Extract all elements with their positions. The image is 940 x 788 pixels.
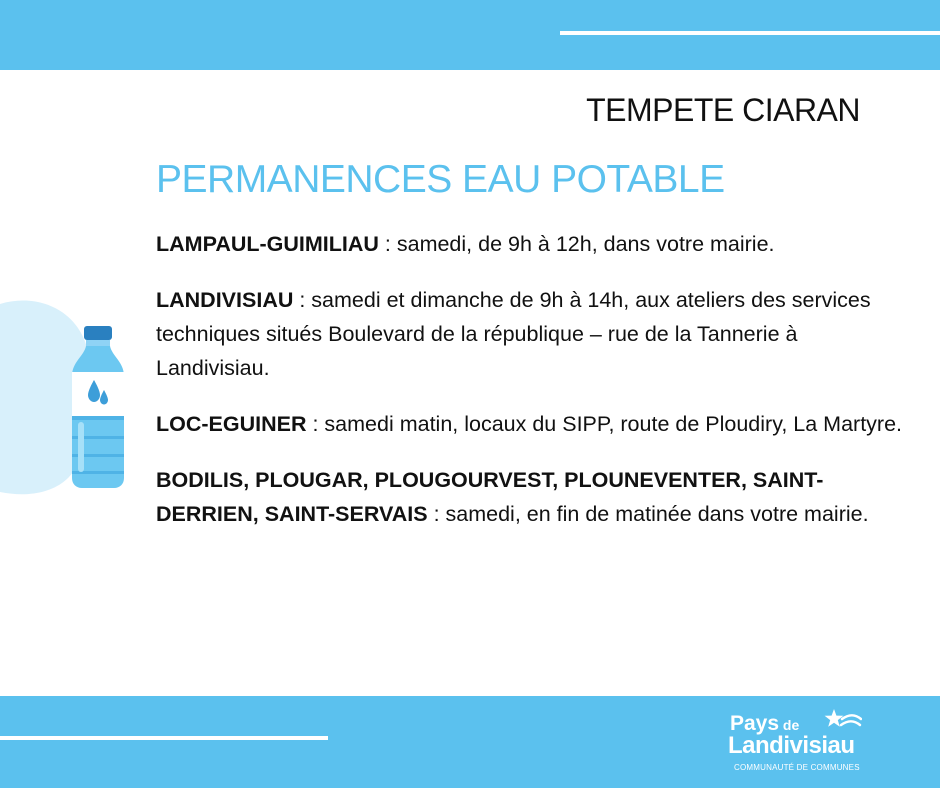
- permanences-list: [156, 227, 916, 553]
- entry-details: : samedi matin, locaux du SIPP, route de Ploudiry, La Martyre.: [306, 412, 903, 436]
- logo-tagline: COMMUNAUTÉ DE COMMUNES: [734, 763, 860, 772]
- logo-word-pays: Pays: [730, 712, 780, 735]
- page-title: PERMANENCES EAU POTABLE: [156, 158, 725, 201]
- entry-details: : samedi et dimanche de 9h à 14h, aux ateliers des services techniques situés Boulevard de la république – rue de la Tannerie à Landivisiau.: [156, 288, 871, 380]
- entry-name: BODILIS, PLOUGAR, PLOUGOURVEST, PLOUNEVENTER, SAINT-DERRIEN, SAINT-SERVAIS: [156, 468, 824, 526]
- top-banner: [0, 0, 940, 70]
- entry-other-communes: [156, 463, 916, 531]
- logo-line-2: Landivisiau: [728, 732, 855, 759]
- entry-loc-eguiner: [156, 407, 916, 441]
- pays-de-landivisiau-logo: [718, 708, 878, 778]
- entry-lampaul-guimiliau: [156, 227, 916, 261]
- star-swoosh-icon: [822, 708, 862, 734]
- water-bottle-icon: [66, 326, 130, 488]
- logo-word-de: de: [779, 717, 800, 733]
- top-divider-line: [560, 31, 940, 35]
- entry-details: : samedi, de 9h à 12h, dans votre mairie.: [378, 232, 775, 256]
- entry-name: LOC-EGUINER: [156, 412, 307, 436]
- entry-name: LAMPAUL-GUIMILIAU: [156, 232, 379, 256]
- bottom-divider-line: [0, 736, 328, 740]
- entry-landivisiau: [156, 283, 916, 385]
- entry-details: : samedi, en fin de matinée dans votre mairie.: [427, 502, 869, 526]
- event-supertitle: TEMPETE CIARAN: [586, 92, 860, 128]
- entry-name: LANDIVISIAU: [156, 288, 294, 312]
